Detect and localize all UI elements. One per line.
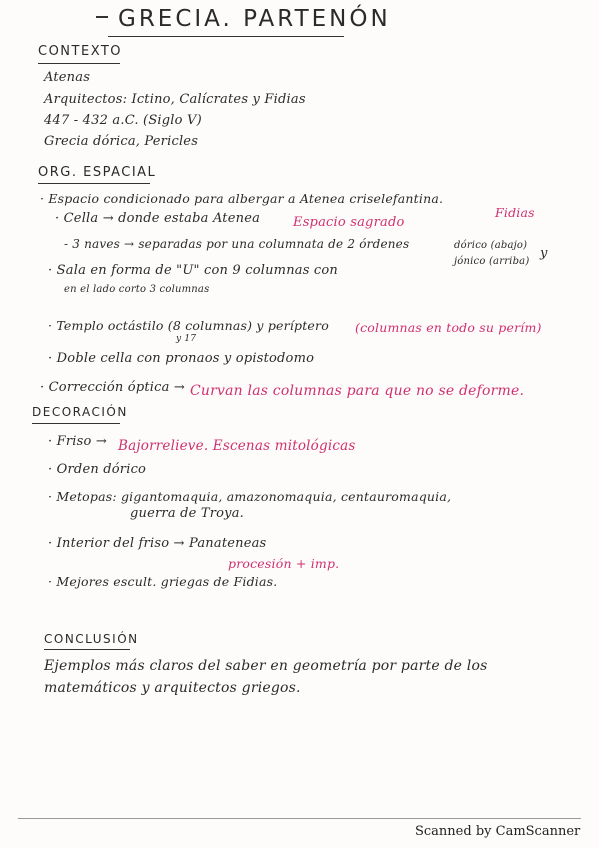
org-espacial-underline xyxy=(38,183,150,184)
conclusion-line-2: matemáticos y arquitectos griegos. xyxy=(44,680,301,696)
conclusion-underline xyxy=(44,649,130,650)
deco-line-3: · Metopas: gigantomaquia, amazonomaquia, centauromaquia, xyxy=(48,489,452,504)
conclusion-heading: CONCLUSIÓN xyxy=(44,632,139,646)
scanner-watermark: Scanned by CamScanner xyxy=(415,824,581,839)
org-line-3-ionic: jónico (arriba) xyxy=(454,256,530,267)
conclusion-line-1: Ejemplos más claros del saber en geometría por parte de los xyxy=(44,658,488,674)
deco-line-5: · Interior del friso → Panateneas xyxy=(48,536,267,551)
org-line-8-note: Curvan las columnas para que no se deforme. xyxy=(190,383,525,399)
org-line-8: · Corrección óptica → xyxy=(40,380,185,395)
contexto-underline xyxy=(38,63,120,64)
org-line-7: · Doble cella con pronaos y opistodomo xyxy=(48,351,315,366)
contexto-line: Atenas xyxy=(44,70,91,85)
deco-line-2: · Orden dórico xyxy=(48,462,147,477)
org-line-3-doric: dórico (abajo) xyxy=(454,240,528,251)
org-line-3-and: y xyxy=(540,246,548,261)
page-title: GRECIA. PARTENÓN xyxy=(118,6,391,32)
org-espacial-heading: ORG. ESPACIAL xyxy=(38,165,157,180)
org-line-4: · Sala en forma de "U" con 9 columnas con xyxy=(48,263,339,278)
decoracion-underline xyxy=(32,423,120,424)
org-line-6-sub: y 17 xyxy=(176,334,197,344)
deco-line-6: procesión + imp. xyxy=(228,556,340,571)
paper-edge xyxy=(18,818,581,819)
contexto-heading: CONTEXTO xyxy=(38,44,123,59)
org-line-5: en el lado corto 3 columnas xyxy=(64,284,210,295)
deco-line-1-note: Bajorrelieve. Escenas mitológicas xyxy=(118,438,356,454)
org-line-6-note: (columnas en todo su perím) xyxy=(355,320,542,335)
contexto-line: Grecia dórica, Pericles xyxy=(44,134,199,149)
deco-line-7: · Mejores escult. griegas de Fidias. xyxy=(48,574,278,589)
contexto-line: 447 - 432 a.C. (Siglo V) xyxy=(44,113,202,128)
decoracion-heading: DECORACIÓN xyxy=(32,405,128,419)
org-line-1: · Espacio condicionado para albergar a Atenea criselefantina. xyxy=(40,191,444,206)
org-line-6: · Templo octástilo (8 columnas) y períptero xyxy=(48,318,329,333)
org-line-1-note: Fidias xyxy=(495,205,535,220)
org-line-2-note: Espacio sagrado xyxy=(293,215,405,230)
title-underline xyxy=(108,36,344,37)
deco-line-4: guerra de Troya. xyxy=(130,506,244,521)
title-dash xyxy=(96,16,108,18)
contexto-line: Arquitectos: Ictino, Calícrates y Fidias xyxy=(44,92,306,107)
org-line-2: · Cella → donde estaba Atenea xyxy=(55,211,261,226)
org-line-3: - 3 naves → separadas por una columnata de 2 órdenes xyxy=(64,237,410,251)
deco-line-1: · Friso → xyxy=(48,434,107,449)
